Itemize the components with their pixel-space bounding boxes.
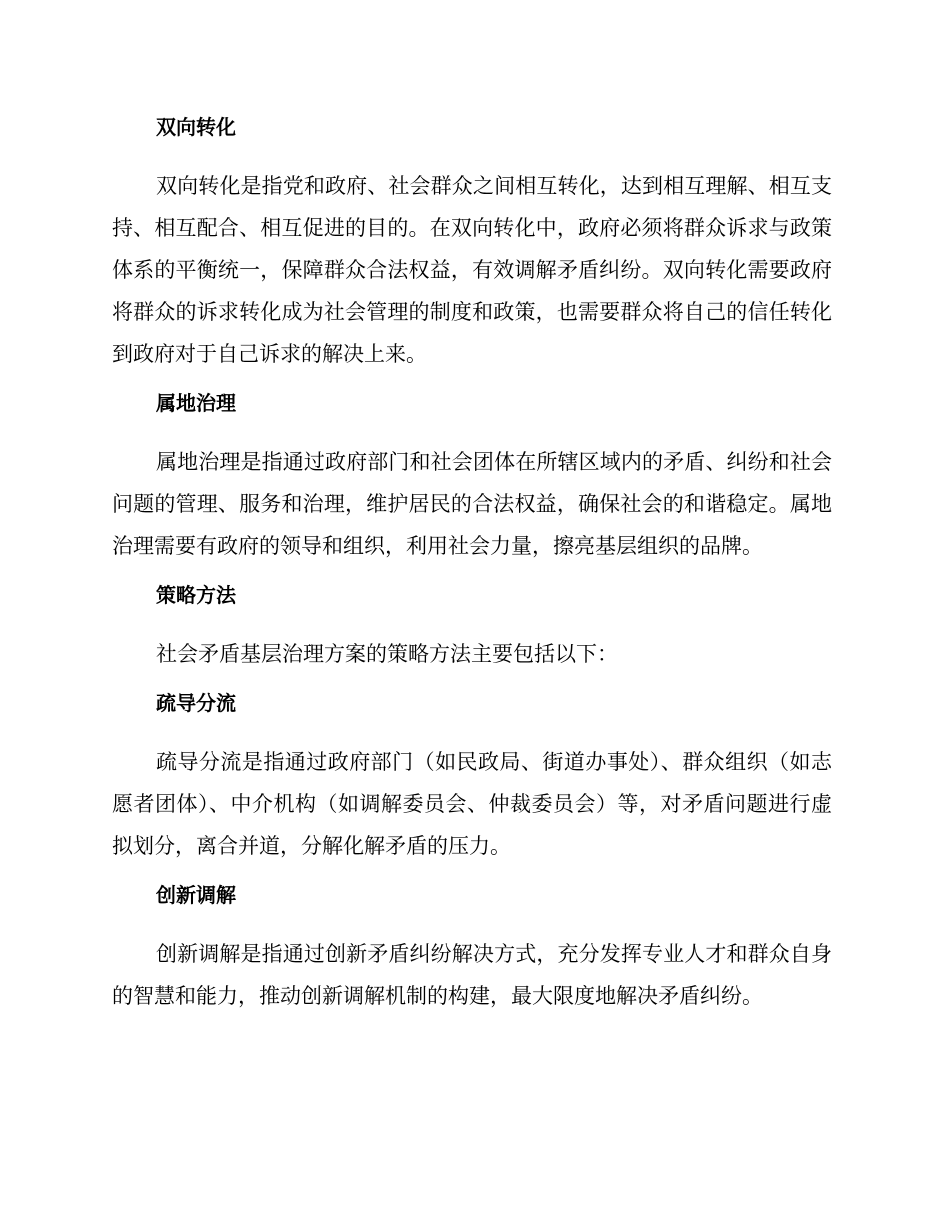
section-paragraph-shudi: 属地治理是指通过政府部门和社会团体在所辖区域内的矛盾、纠纷和社会问题的管理、服务和治理，维护居民的合法权益，确保社会的和谐稳定。属地治理需要有政府的领导和组织，利用社会力量，擦亮基层组织的品牌。 [112, 450, 832, 558]
document-body [112, 111, 832, 1017]
section-heading-chuangxin: 创新调解 [156, 883, 236, 907]
section-heading-celue: 策略方法 [156, 583, 236, 607]
section-paragraph-celue: 社会矛盾基层治理方案的策略方法主要包括以下： [156, 642, 618, 666]
section-heading-shuangxiang: 双向转化 [156, 115, 236, 139]
section-paragraph-chuangxin: 创新调解是指通过创新矛盾纠纷解决方式，充分发挥专业人才和群众自身的智慧和能力，推动创新调解机制的构建，最大限度地解决矛盾纠纷。 [112, 942, 832, 1008]
section-paragraph-shuangxiang: 双向转化是指党和政府、社会群众之间相互转化，达到相互理解、相互支持、相互配合、相互促进的目的。在双向转化中，政府必须将群众诉求与政策体系的平衡统一，保障群众合法权益，有效调解矛盾纠纷。双向转化需要政府将群众的诉求转化成为社会管理的制度和政策，也需要群众将自己的信任转化到政府对于自己诉求的解决上来。 [112, 174, 832, 366]
section-paragraph-shudao: 疏导分流是指通过政府部门（如民政局、街道办事处）、群众组织（如志愿者团体）、中介机构（如调解委员会、仲裁委员会）等，对矛盾问题进行虚拟划分，离合并道，分解化解矛盾的压力。 [112, 750, 832, 858]
section-heading-shudi: 属地治理 [156, 391, 236, 415]
section-heading-shudao: 疏导分流 [156, 691, 236, 715]
